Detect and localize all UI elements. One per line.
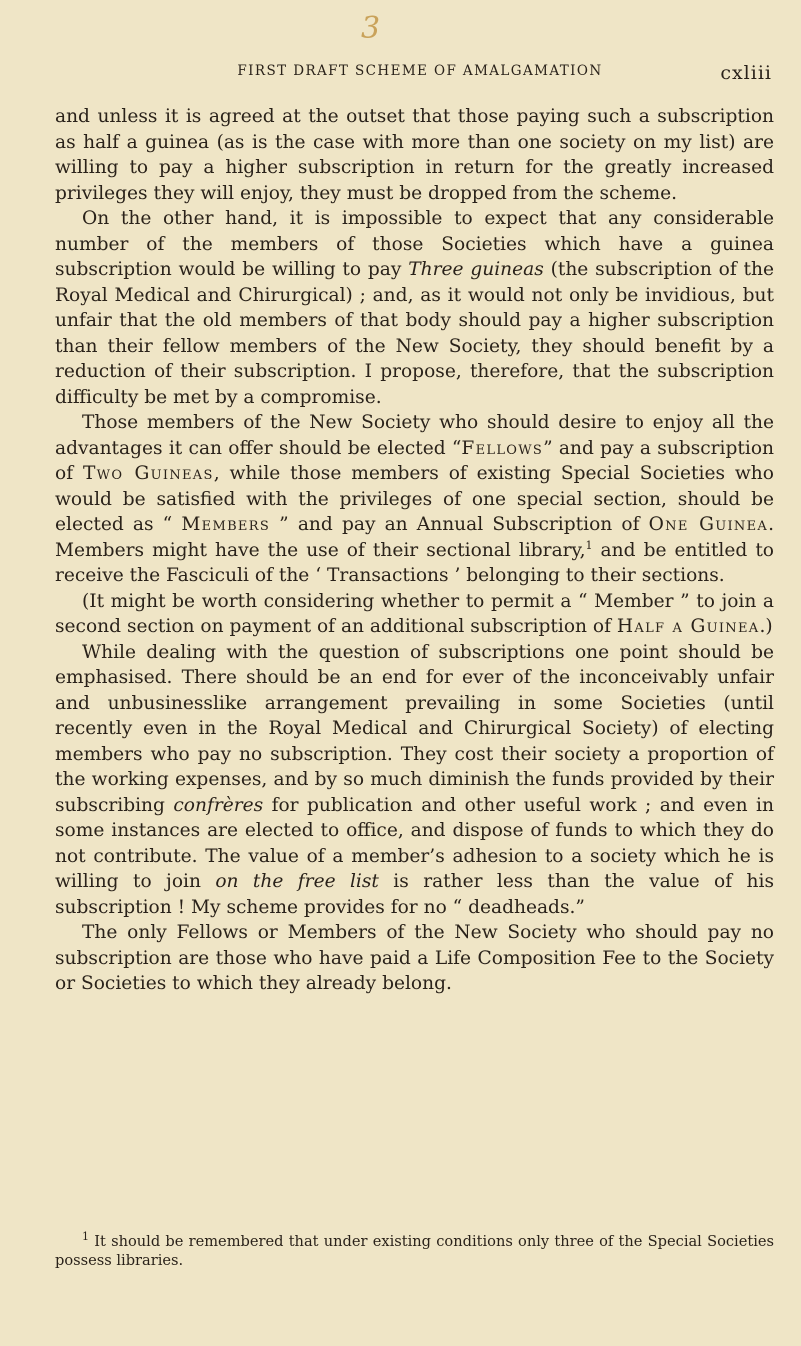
body-text (55, 104, 774, 997)
paragraph-6 (55, 920, 774, 997)
paragraph-4-text-b: .) (759, 616, 773, 637)
paragraph-3-text-b: ” and pay a subscription of (55, 437, 774, 484)
paragraph-3-text-c: , while those members of existing Special Societies who would be satisfied with the privileges of one special section, should be elected as “ (55, 463, 774, 535)
running-title: FIRST DRAFT SCHEME OF AMALGAMATION (237, 63, 603, 79)
paragraph-4-text-a: (It might be worth considering whether to permit a “ Member ” to join a second section on payment of an additional subscription of (55, 590, 774, 637)
paragraph-3-text-e: . Members might have the use of their sectional library, (55, 514, 775, 561)
footnote-text: It should be remembered that under existing conditions only three of the Special Societies possess libraries. (55, 1233, 774, 1269)
one-guinea-term: One Guinea (648, 514, 769, 535)
fellows-term: Fellows (461, 437, 544, 459)
footnote-marker: 1 (82, 1230, 89, 1244)
footnote (55, 1232, 774, 1270)
paragraph-5-text-c: is rather less than the value of his subscription ! My scheme provides for no “ deadheads.” (55, 871, 774, 918)
paragraph-3 (55, 410, 774, 589)
two-guineas-term: Two Guineas (82, 463, 214, 484)
paragraph-5 (55, 640, 774, 921)
footnote-paragraph (55, 1232, 774, 1270)
paragraph-5-text-a: While dealing with the question of subscriptions one point should be emphasised. There should be an end for ever of the inconceivably unfair and unbusinesslike arrangement prevailing in some Societies (until recently even in the Royal Medical and Chirurgical Society) of electing members who pay no subscription. They cost their society a proportion of the working expenses, and by so much diminish the funds provided by their subscribing (55, 641, 774, 816)
paragraph-3-text-d: ” and pay an Annual Subscription of (270, 514, 649, 535)
paragraph-3-text-f: and be entitled to receive the Fasciculi of the ‘ Transactions ’ belonging to their sections. (55, 539, 774, 586)
paragraph-4 (55, 589, 774, 640)
paragraph-1 (55, 104, 774, 206)
paragraph-2 (55, 206, 774, 410)
running-header (140, 63, 772, 87)
paragraph-1-text: and unless it is agreed at the outset that those paying such a subscription as half a guinea (as is the case with more than one society on my list) are willing to pay a higher subscription in return for the greatly increased privileges they will enjoy, they must be dropped from the scheme. (55, 106, 774, 204)
members-term: Members (181, 514, 271, 535)
paragraph-2-text-a: On the other hand, it is impossible to expect that any considerable number of the members of those Societies which have a guinea subscription would be willing to pay (55, 208, 774, 280)
half-a-guinea-term: Half a Guinea (616, 616, 760, 637)
footnote-reference: 1 (585, 538, 593, 552)
free-list-emphasis: on the free list (215, 871, 379, 892)
paragraph-5-text-b: for publication and other useful work ; and even in some instances are elected to office, and dispose of funds to which they do not contribute. The value of a member’s adhesion to a society which he is willing to join (55, 794, 774, 892)
paragraph-2-text-b: (the subscription of the Royal Medical and Chirurgical) ; and, as it would not only be invidious, but unfair that the old members of that body should pay a higher subscription than their fellow members of the New Society, they should benefit by a reduction of their subscription. I propose, therefore, that the subscription difficulty be met by a compromise. (55, 259, 774, 408)
three-guineas-emphasis: Three guineas (408, 259, 544, 280)
paragraph-6-text: The only Fellows or Members of the New Society who should pay no subscription are those who have paid a Life Composition Fee to the Society or Societies to which they already belong. (55, 922, 774, 994)
page-number: cxliii (720, 62, 772, 84)
confreres-emphasis: confrères (173, 794, 264, 816)
paragraph-3-text-a: Those members of the New Society who should desire to enjoy all the advantages it can offer should be elected “ (55, 412, 774, 459)
pencil-mark: 3 (361, 11, 381, 46)
